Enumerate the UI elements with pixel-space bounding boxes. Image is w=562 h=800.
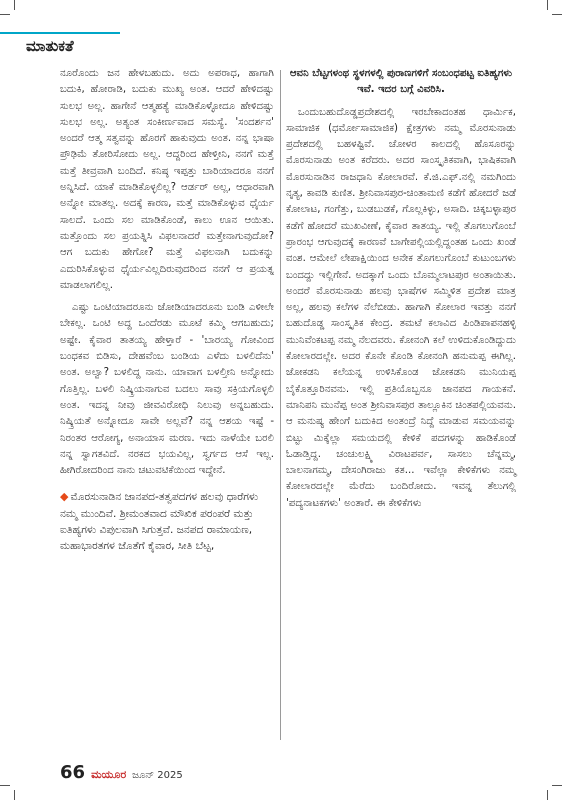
pull-quote-continuation: ಆವನಿ ಬೆಟ್ಟಗಳಂಥ ಸ್ಥಳಗಳಲ್ಲಿ ಪುರಾಣಗಳಿಗೆ ಸಂಬಂಧಪಟ್ಟ ಐತಿಹ್ಯಗಳು ಇವೆ. ಇದರ ಬಗ್ಗೆ ವಿವರಿಸಿ. (289, 68, 513, 96)
left-column (60, 66, 274, 555)
crop-mark (547, 790, 548, 800)
magazine-logo: ಮಯೂರ (91, 768, 127, 781)
right-column (286, 66, 516, 512)
crop-mark (0, 14, 10, 15)
pull-quote-text: ಮೊರಸುನಾಡಿನ ಜಾನಪದ-ತತ್ವಪದಗಳ ಹಲವು ಧಾರೆಗಳು ನಮ್ಮ ಮುಂದಿವೆ. ಶ್ರೀಮಂತವಾದ ಮೌಖಿಕ ಪರಂಪರೆ ಮತ್ತು ಐತಿಹ್ಯಗಳು ವಿಪುಲವಾಗಿ ಸಿಗುತ್ತವೆ. ಜನಪದ ರಾಮಾಯಣ, ಮಹಾಭಾರತಗಳ ಜೊತೆಗೆ ಕೈವಾರ, ಸೀತಿ ಬೆಟ್ಟ, (60, 491, 259, 553)
crop-mark (0, 785, 10, 786)
header-accent-line (0, 32, 120, 34)
page-number: 66 (60, 762, 86, 783)
paragraph: ಒಂದುಬಹುದೊಡ್ಡಪ್ರದೇಶದಲ್ಲಿ ಇರಬೇಕಾದಂತಹ ಧಾರ್ಮಿಕ, ಸಾಮಾಜಿಕ (ಧರ್ಮೋಸಾಮಾಜಿಕ) ಕ್ಷೇತ್ರಗಳು ನಮ್ಮ ಮೊರಸುನಾಡು ಪ್ರದೇಶದಲ್ಲಿ ಬಹಳಷ್ಟಿವೆ. ಚೋಳರ ಕಾಲದಲ್ಲಿ ಹೊಸೂರನ್ನು ಮೊರಸುನಾಡು ಅಂತ ಕರೆದರು. ಅದರ ಸಾಂಸ್ಕೃತಿಕವಾಗಿ, ಭಾಷಿಕವಾಗಿ ಮೊರಸುನಾಡಿನ ರಾಜಧಾನಿ ಕೋಲಾರವೆ. ಕೆ.ಜಿ.ಎಫ್.ನಲ್ಲಿ ನಮಗಿಂದು ನೃತ್ಯ, ಕಾವಡಿ ಕುಣಿತ. ಶ್ರೀನಿವಾಸಪುರ-ಚಿಂತಾಮಣಿ ಕಡೆಗೆ ಹೋದರೆ ಜಡೆ ಕೋಲಾಟ, ಗಂಗೆತ್ತು, ಬುಡಬುಡಕೆ, ಗೊಲ್ಲಕಿಳ್ಳು, ಅಸಾದಿ. ಚಿಕ್ಕಬಳ್ಳಾಪುರ ಕಡೆಗೆ ಹೋದರೆ ಮುಖವೀಣೆ, ಕೈವಾರ ತಾತಯ್ಯ. ಇಲ್ಲಿ ತೊಗಲುಗೊಂಬೆ ಪ್ರಾರಂಭ ಆಗುವುದಕ್ಕೆ ಕಾರಣವೆ ಬಾಗೇಪಲ್ಲಿಯಲ್ಲಿದ್ದಂತಹ ಒಂದು ಖಂಡೆ ವಂಶ. ಆಮೇಲೆ ಲೇಪಾಕ್ಷಿಯಿಂದ ಅನೇಕ ತೊಗಲುಗೊಂಬೆ ಕುಟುಂಬಗಳು ಬಂದದ್ದು ಇಲ್ಲಿಗೇನೆ. ಅದಕ್ಕಾಗೆ ಒಂದು ಬೊಮ್ಮಲಾಟಪುರ ಅಂತಾಯಿತು. ಅಂದರೆ ಮೊರಸುನಾಡು ಹಲವು ಭಾಷೆಗಳ ಸಮ್ಮಿಳಿತ ಪ್ರದೇಶ ಮಾತ್ರ ಅಲ್ಲ, ಹಲವು ಕಲೆಗಳ ನೆಲೆಬೀಡು. ಹಾಗಾಗಿ ಕೋಲಾರ ಇವತ್ತು ನನಗೆ ಬಹುದೊಡ್ಡ ಸಾಂಸ್ಕೃತಿಕ ಕೇಂದ್ರ. ತಮಟೆ ಕಲಾವಿದ ಪಿಂಡಿಪಾಪನಹಳ್ಳಿ ಮುನಿವೆಂಕಟಪ್ಪ ನಮ್ಮ ನೆಲದವರು. ಕೋನಂಗಿ ಕಲೆ ಉಳಿದುಕೊಂಡಿದ್ದುದು ಕೋಲಾರದಲ್ಲೇ. ಅದರ ಕೊನೇ ಕೊಂಡಿ ಕೋನಂಗಿ ಹನುಮಪ್ಪ ಈಗಿಲ್ಲ. ಜೋಕಡನಿ ಕಲೆಯನ್ನ ಉಳಿಸಿಕೊಂಡ ಜೋಕಡನಿ ಮುನಿಯಪ್ಪ ಬೈಕೊತ್ತೂರಿನವನು. ಇಲ್ಲಿ ಪ್ರತಿಯೊಬ್ಬನೂ ಜಾನಪದ ಗಾಯಕನೆ. ಮಾನಿಪನಿ ಮುನೆಪ್ಪ ಅಂತ ಶ್ರೀನಿವಾಸಪುರ ತಾಲ್ಲೂಕಿನ ಚಿಂತಪಲ್ಲಿಯವನು. ಆ ಮನುಷ್ಯ ಹೇಂಗೆ ಬದುಕಿದ ಅಂತಂದ್ರೆ ನಿದ್ದೆ ಮಾಡುವ ಸಮಯವನ್ನು ಬಿಟ್ಟು ಮಿಕ್ಕೆಲ್ಲಾ ಸಮಯದಲ್ಲಿ ಕೇಳಿಕೆ ಪದಗಳನ್ನು ಹಾಡಿಕೊಂಡೆ ಓಡಾಡ್ತಿದ್ದ. ಚಂಚುಲಕ್ಷ್ಮಿ ವಿರಾಟಪರ್ವ, ಸಾಸಲು ಚೆನ್ನಮ್ಮ, ಬಾಲನಾಗಮ್ಮ, ದೇಸಂಗಿರಾಜು ಕತ... ಇವೆಲ್ಲಾ ಕೇಳಿಕೆಗಳು ನಮ್ಮ ಕೋಲಾರದಲ್ಲೇ ಮೆರೆದು ಬಂದಿರೋದು. ಇವನ್ನ ತೆಲುಗಲ್ಲಿ 'ಪದ್ಯನಾಟಕಗಳು' ಅಂತಾರೆ. ಈ ಕೇಳಿಕೆಗಳು (286, 106, 516, 509)
crop-mark (14, 790, 15, 800)
crop-mark (552, 785, 562, 786)
paragraph: ನೂರೊಂದು ಜನ ಹೇಳಬಹುದು. ಅದು ಅಪರಾಧ, ಹಾಗಾಗಿ ಬದುಕಿ, ಹೋರಾಡಿ, ಬದುಕು ಮುಖ್ಯ ಅಂತ. ಆದರೆ ಹೇಳಿದಷ್ಟು ಸುಲಭ ಅಲ್ಲ. ಹಾಗೇನೆ ಆತ್ಮಹತ್ಯೆ ಮಾಡಿಕೊಳ್ಳೋದೂ ಹೇಳಿದಷ್ಟು ಸುಲಭ ಅಲ್ಲ. ಅತ್ಯಂತ ಸಂಕೀರ್ಣವಾದ ಸಮಸ್ಯೆ. 'ಸಂದರ್ಶನ' ಅಂದರೆ ಆತ್ಮ ಸತ್ವವನ್ನು ಹೊರಗೆ ಹಾಕುವುದು ಅಂತ. ನನ್ನ ಭಾಷಾ ಪ್ರೌಢಿಮೆ ತೋರಿಸೋದು ಅಲ್ಲ. ಆದ್ದರಿಂದ ಹೇಳ್ತೀನಿ, ನನಗೆ ಮತ್ತೆ ಮತ್ತೆ ತೀವ್ರವಾಗಿ ಬಂದಿದೆ. ಕನಿಷ್ಠ ಇಪ್ಪತ್ತು ಬಾರಿಯಾದರೂ ನನಗೆ ಅನ್ನಿಸಿದೆ. ಯಾಕೆ ಮಾಡಿಕೊಳ್ಳಲಿಲ್ಲ? ಆರ್ಡರ್ ಅಲ್ಲ, ಆಧಾರವಾಗಿ ಅನ್ನೋ ಮಾತಲ್ಲ. ಅದಕ್ಕೆ ಕಾರಣ, ಮತ್ತೆ ಮಾಡಿಕೊಳ್ಳುವ ಧೈರ್ಯ ಸಾಲದೆ. ಒಂದು ಸಲ ಮಾಡಿಕೊಂಡೆ, ಕಾಲು ಊನ ಆಯಿತು. ಮತ್ತೊಂದು ಸಲ ಪ್ರಯತ್ನಿಸಿ ವಿಫಲನಾದರೆ ಮತ್ತೇನಾಗುವುದೋ? ಆಗ ಬದುಕು ಹೇಗೋ? ಮತ್ತೆ ವಿಫಲನಾಗಿ ಬದುಕನ್ನು ಎದುರಿಸಿಕೊಳ್ಳುವ ಧೈರ್ಯವಿಲ್ಲದಿರುವುದರಿಂದ ನನಗೆ ಆ ಪ್ರಯತ್ನ ಮಾಡಲಾಗಲಿಲ್ಲ. (60, 68, 274, 291)
diamond-bullet-icon: ◆ (60, 490, 69, 504)
section-title: ಮಾತುಕತೆ (26, 37, 74, 55)
issue-date: ಜೂನ್ 2025 (132, 770, 183, 781)
column-divider (280, 70, 281, 740)
crop-mark (14, 0, 15, 10)
page-footer (60, 762, 183, 783)
paragraph: ಎಷ್ಟು ಒಂಟಿಯಾದರೂನು ಜೋಡಿಯಾದರೂನು ಬಂಡಿ ಎಳೀಲೇ ಬೇಕಲ್ಲ. ಒಂಟಿ ಅದ್ದ ಒಂದೆರಡು ಮೂಟೆ ಕಮ್ಮಿ ಆಗಬಹುದು; ಅಷ್ಟೇ. ಕೈವಾರ ತಾತಯ್ಯ ಹೇಳ್ತಾರೆ - 'ಬಾರಯ್ಯ ಗೋವಿಂದ ಬಂಧಕವ ಬಿಡಿಸು, ದೇಹವೆಂಬ ಬಂಡಿಯ ಎಳೆದು ಬಳಲಿದೆನು' ಅಂತ. ಅಲ್ವಾ? ಬಳಲಿದ್ದ ನಾನು. ಯಾವಾಗ ಬಳಲ್ತೀನಿ ಅನ್ನೋದು ಗೊತ್ತಿಲ್ಲ. ಬಳಲಿ ನಿಷ್ಕ್ರಿಯನಾಗುವ ಬದಲು ಸಾವು ಸಕ್ರಿಯಗೊಳ್ಳಲಿ ಅಂತ. ಇದನ್ನ ನೀವು ಜೀವವಿರೋಧಿ ನಿಲುವು ಅನ್ನಬಹುದು. ನಿಷ್ಕ್ರಿಯತೆ ಅನ್ನೋದೂ ಸಾವೇ ಅಲ್ಲವೆ? ನನ್ನ ಆಶಯ ಇಷ್ಟೆ - ನಿರಂತರ ಆರೋಗ್ಯ, ಅನಾಯಾಸ ಮರಣ. ಇದು ನಾಳೆಯೇ ಬರಲಿ ನನ್ನ ಸ್ವಾಗತವಿದೆ. ನರಕದ ಭಯವಿಲ್ಲ, ಸ್ವರ್ಗದ ಆಸೆ ಇಲ್ಲ. ಹೀಗಿರೋದರಿಂದ ನಾನು ಚಟುವಟಿಕೆಯಿಂದ ಇದ್ದೇನೆ. (60, 302, 274, 477)
pull-quote (60, 489, 274, 554)
crop-mark (552, 14, 562, 15)
crop-mark (547, 0, 548, 10)
